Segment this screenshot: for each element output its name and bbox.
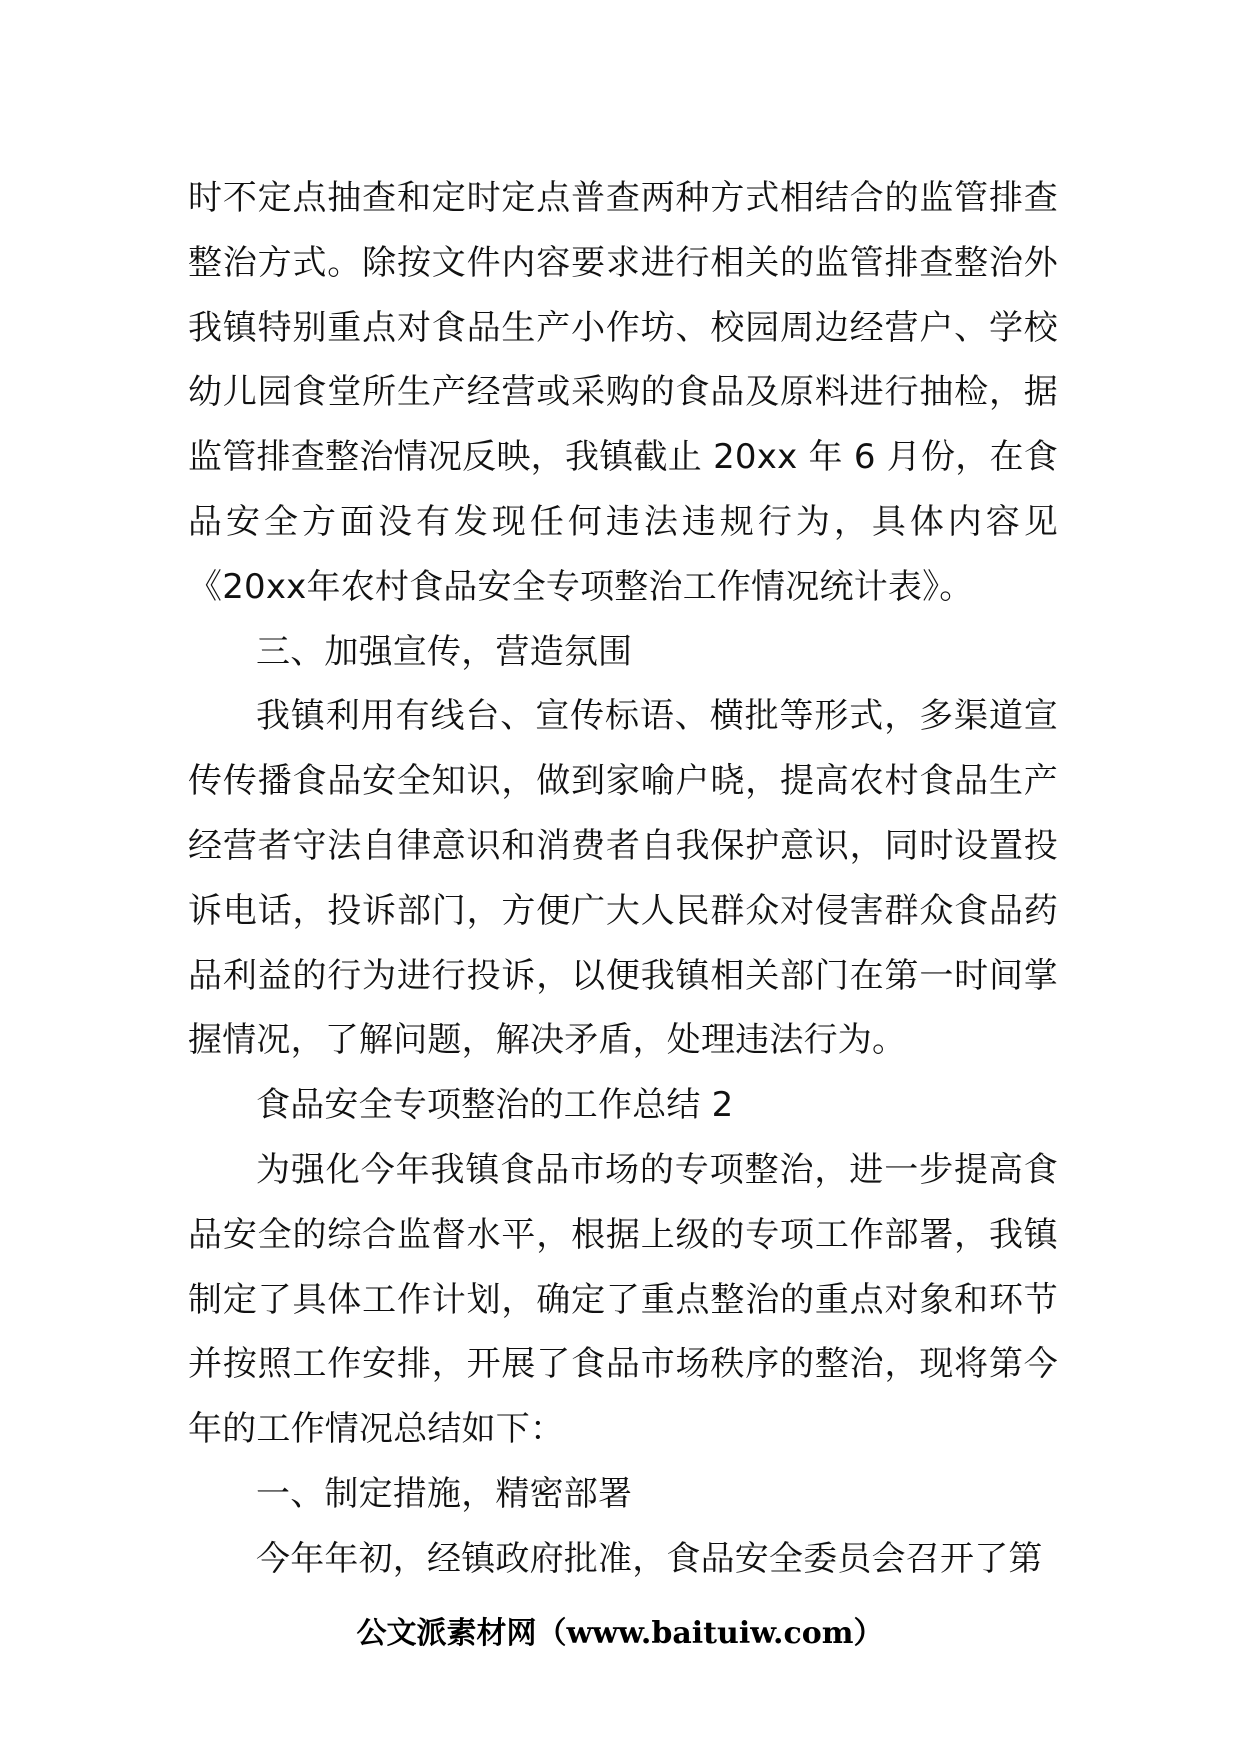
paragraph-intro: 为强化今年我镇食品市场的专项整治，进一步提高食品安全的综合监督水平，根据上级的专项工作部署，我镇制定了具体工作计划，确定了重点整治的重点对象和环节并按照工作安排，开展了食品市场秩序的整治，现将第今年的工作情况总结如下： bbox=[188, 1149, 1058, 1450]
document-subtitle: 食品安全专项整治的工作总结 2 bbox=[256, 1085, 734, 1126]
section-heading-3: 三、加强宣传，营造氛围 bbox=[256, 631, 633, 672]
footer-watermark: 公文派素材网（www.baituiw.com） bbox=[356, 1616, 884, 1651]
paragraph-measures: 今年年初，经镇政府批准，食品安全委员会召开了第 bbox=[256, 1538, 1043, 1579]
section-heading-1: 一、制定措施，精密部署 bbox=[256, 1473, 633, 1514]
paragraph-publicity: 我镇利用有线台、宣传标语、横批等形式，多渠道宣传传播食品安全知识，做到家喻户晓，提高农村食品生产经营者守法自律意识和消费者自我保护意识，同时设置投诉电话，投诉部门，方便广大人民群众对侵害群众食品药品利益的行为进行投诉，以便我镇相关部门在第一时间掌握情况，了解问题，解决矛盾，处理违法行为。 bbox=[188, 696, 1058, 1061]
document-body bbox=[188, 166, 1058, 1592]
paragraph-continuation: 时不定点抽查和定时定点普查两种方式相结合的监管排查整治方式。除按文件内容要求进行相关的监管排查整治外我镇特别重点对食品生产小作坊、校园周边经营户、学校幼儿园食堂所生产经营或采购的食品及原料进行抽检，据监管排查整治情况反映，我镇截止 20xx 年 6 月份，在食品安全方面没有发现任何违法违规行为，具体内容见《20xx年农村食品安全专项整治工作情况统计表》。 bbox=[188, 178, 1058, 607]
